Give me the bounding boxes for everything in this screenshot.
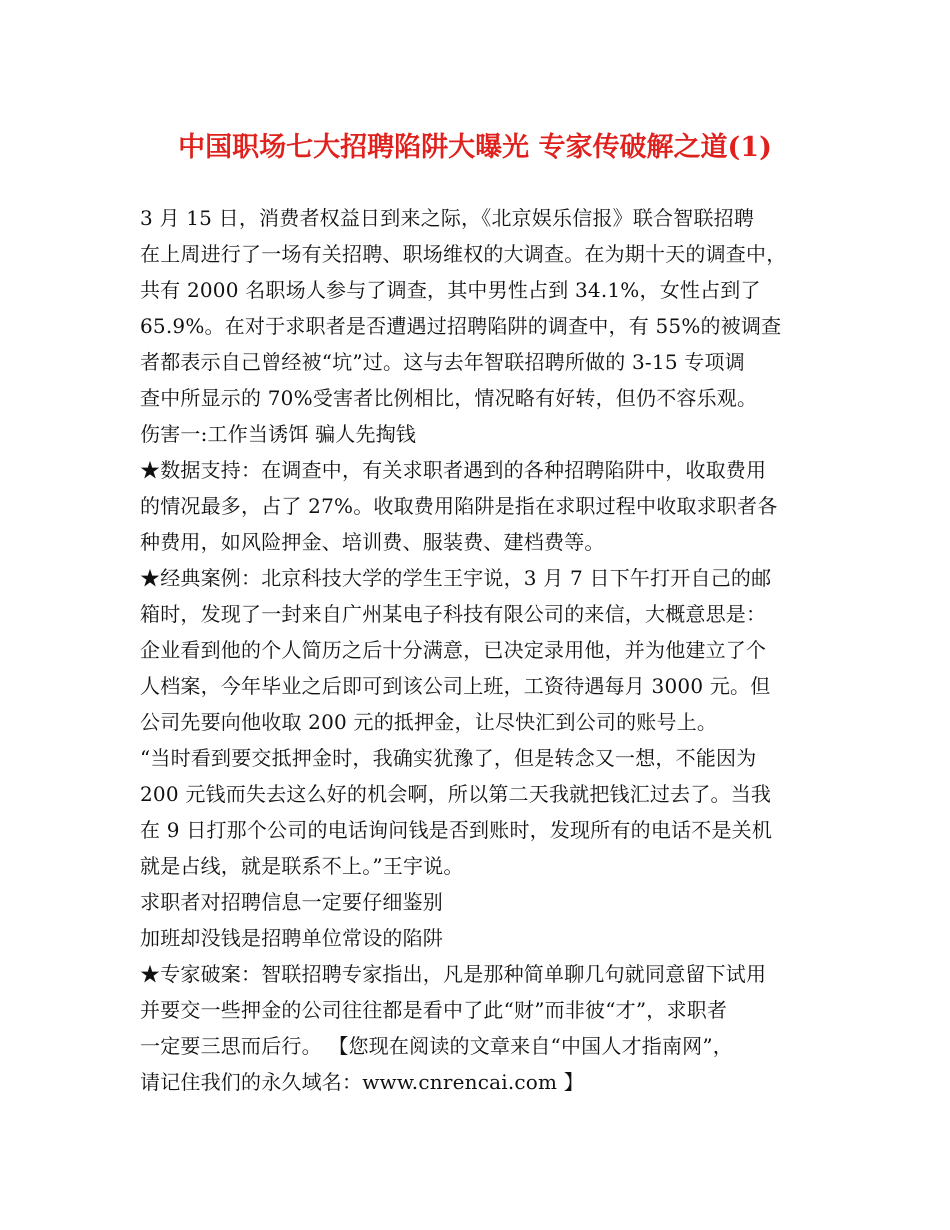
body-line: 公司先要向他收取 200 元的抵押金，让尽快汇到公司的账号上。 <box>140 710 718 734</box>
body-line: 在 9 日打那个公司的电话询问钱是否到账时，发现所有的电话不是关机 <box>140 818 773 842</box>
body-line: 的情况最多，占了 27%。收取费用陷阱是指在求职过程中收取求职者各 <box>140 494 778 518</box>
body-line: 200 元钱而失去这么好的机会啊，所以第二天我就把钱汇过去了。当我 <box>140 782 772 806</box>
body-line: 者都表示自己曾经被“坑”过。这与去年智联招聘所做的 3-15 专项调 <box>140 350 745 374</box>
document-title: 中国职场七大招聘陷阱大曝光 专家传破解之道(1) <box>178 132 772 163</box>
body-line: 就是占线，就是联系不上。”王宇说。 <box>140 854 464 878</box>
body-line: 箱时，发现了一封来自广州某电子科技有限公司的来信，大概意思是： <box>140 602 767 626</box>
body-line: 人档案，今年毕业之后即可到该公司上班，工资待遇每月 3000 元。但 <box>140 674 771 698</box>
section-heading: 求职者对招聘信息一定要仔细鉴别 <box>140 890 443 914</box>
body-line: ★数据支持：在调查中，有关求职者遇到的各种招聘陷阱中，收取费用 <box>140 458 767 482</box>
section-heading: 加班却没钱是招聘单位常设的陷阱 <box>140 926 443 950</box>
body-line: 在上周进行了一场有关招聘、职场维权的大调查。在为期十天的调查中， <box>140 242 787 266</box>
body-line: 65.9%。在对于求职者是否遭遇过招聘陷阱的调查中，有 55%的被调查 <box>140 314 782 338</box>
body-line: ★经典案例：北京科技大学的学生王宇说，3 月 7 日下午打开自己的邮 <box>140 566 772 590</box>
body-line: 3 月 15 日，消费者权益日到来之际，《北京娱乐信报》联合智联招聘 <box>140 206 755 230</box>
section-heading: 伤害一:工作当诱饵 骗人先掏钱 <box>140 422 417 446</box>
body-line: 请记住我们的永久域名：www.cnrencai.com 】 <box>140 1070 584 1094</box>
body-line: “当时看到要交抵押金时，我确实犹豫了，但是转念又一想，不能因为 <box>140 746 757 770</box>
body-line: ★专家破案：智联招聘专家指出，凡是那种简单聊几句就同意留下试用 <box>140 962 767 986</box>
body-line: 一定要三思而后行。 【您现在阅读的文章来自“中国人才指南网”， <box>140 1034 734 1058</box>
document-body <box>140 200 832 1100</box>
body-line: 企业看到他的个人简历之后十分满意，已决定录用他，并为他建立了个 <box>140 638 767 662</box>
body-line: 共有 2000 名职场人参与了调查，其中男性占到 34.1%，女性占到了 <box>140 278 761 302</box>
body-line: 查中所显示的 70%受害者比例相比，情况略有好转，但仍不容乐观。 <box>140 386 758 410</box>
body-line: 种费用，如风险押金、培训费、服装费、建档费等。 <box>140 530 605 554</box>
body-line: 并要交一些押金的公司往往都是看中了此“财”而非彼“才”，求职者 <box>140 998 728 1022</box>
